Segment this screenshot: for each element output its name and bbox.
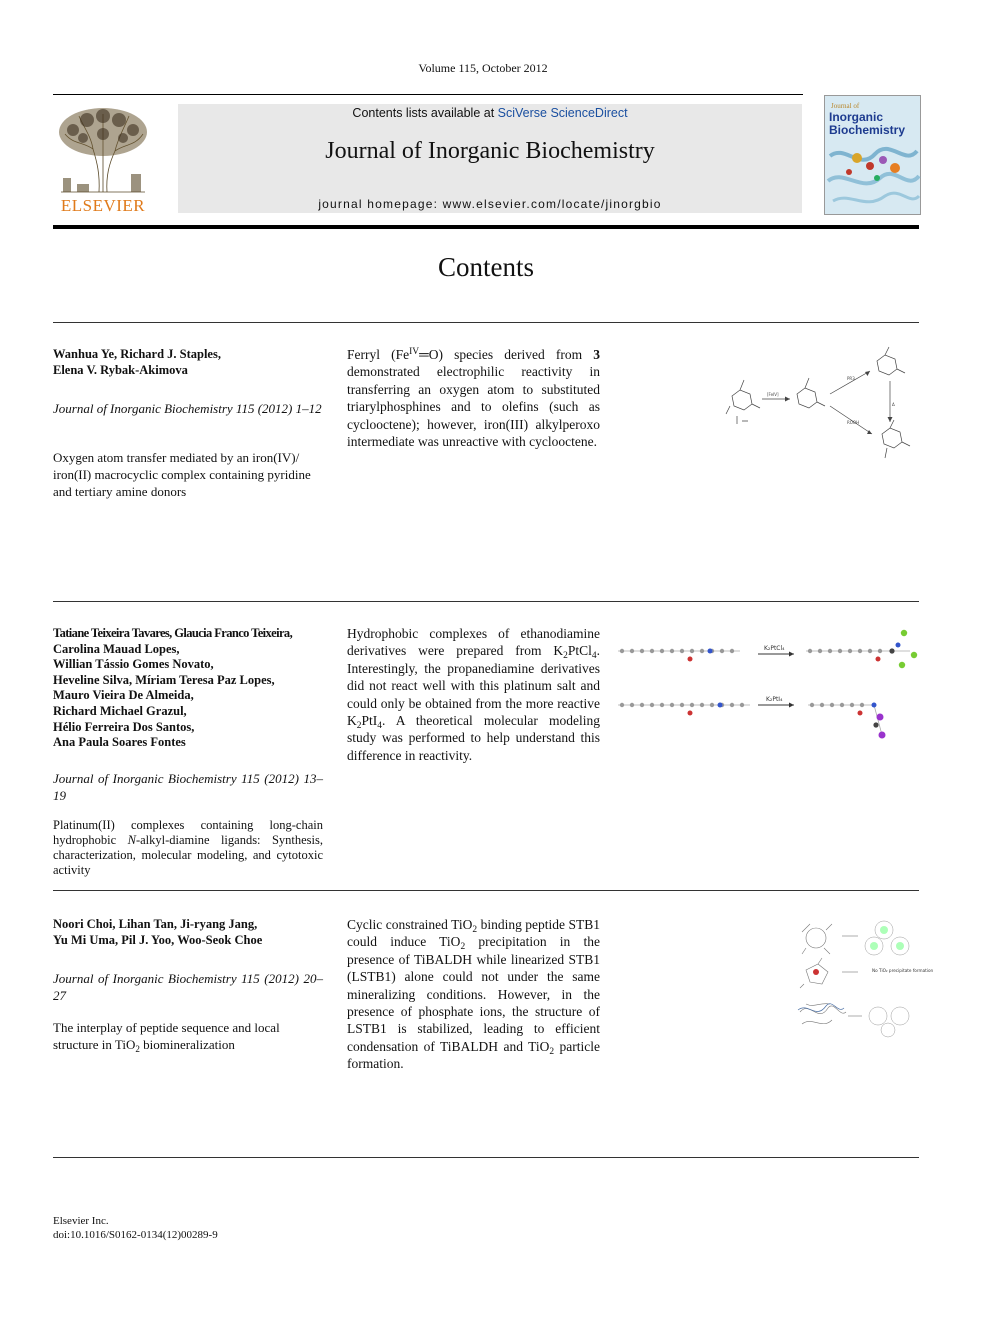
author-line: Willian Tássio Gomes Novato,: [53, 657, 214, 672]
article-1-graphical-abstract: [722, 346, 922, 468]
article-divider: [53, 890, 919, 891]
article-1-title[interactable]: Oxygen atom transfer mediated by an iron(IV)/ iron(II) macrocyclic complex containing pyridine and tertiary amine donors: [53, 450, 311, 499]
elsevier-wordmark: ELSEVIER: [60, 196, 146, 215]
article-2-graphical-abstract: [612, 625, 920, 745]
article-3-authors: [53, 917, 325, 948]
author-line: Elena V. Rybak-Akimova: [53, 362, 188, 377]
article-divider: [53, 322, 919, 323]
svg-text:[FeIV]: [FeIV]: [767, 392, 779, 397]
svg-text:Biochemistry: Biochemistry: [829, 123, 906, 137]
reagent-label: K₂PtI₄: [766, 696, 783, 703]
no-precipitate-label: No TiO₂ precipitate formation: [872, 968, 934, 973]
author-line: Yu Mi Uma, Pil J. Yoo, Woo-Seok Choe: [53, 932, 263, 947]
article-3-abstract: Cyclic constrained TiO$_2$ binding peptide STB1 could induce TiO$_2$ precipitation in the presence of TiBALDH while linearized STB1 (LSTB1) alone could not under the same mineralizing conditions. However, in the presence of phosphate ions, the structure of LSTB1 is stabilized, leading to efficient condensation of TiBALDH and TiO$_2$ particle formation.: [347, 917, 601, 1072]
article-2-title[interactable]: Platinum(II) complexes containing long-chain hydrophobic N-alkyl-diamine ligands: Synthesis, characterization, molecular modeling, and cytotoxic activity: [53, 818, 324, 877]
author-line: Mauro Vieira De Almeida,: [53, 688, 194, 703]
author-line: Richard Michael Grazul,: [53, 703, 187, 718]
journal-homepage[interactable]: journal homepage: www.elsevier.com/locate/jinorgbio: [318, 197, 662, 211]
bottom-divider: [53, 1157, 919, 1158]
journal-title: Journal of Inorganic Biochemistry: [325, 138, 655, 164]
svg-text:PR3: PR3: [847, 376, 855, 381]
article-1-abstract: Ferryl $(Fe^{IV}═O)$ species derived from 3 demonstrated electrophilic reactivity in transferring an oxygen atom to substituted triarylphosphines and to olefins (such as cyclooctene); however, iron(III) alkylperoxo intermediate was unreactive with cyclooctene.: [347, 347, 601, 450]
svg-text:Journal of: Journal of: [831, 102, 860, 110]
article-2-abstract: Hydrophobic complexes of ethanodiamine derivatives were prepared from $K_2PtCl_4$. Interestingly, the propanediamine derivatives did not react well with this platinum salt and could only be obtained from the more reactive $K_2PtI_4$. A theoretical molecular modeling study was performed to help understand this difference in reactivity.: [347, 626, 600, 763]
author-line: Wanhua Ye, Richard J. Staples,: [53, 347, 221, 361]
journal-cover-art: [825, 96, 920, 214]
article-3-citation[interactable]: Journal of Inorganic Biochemistry 115 (2012) 20–27: [53, 971, 323, 1003]
page-title: Contents: [437, 252, 534, 282]
doi[interactable]: doi:10.1016/S0162-0134(12)00289-9: [53, 1229, 218, 1241]
reagent-label: K₂PtCl₄: [764, 645, 785, 652]
article-2-citation[interactable]: Journal of Inorganic Biochemistry 115 (2012) 13–19: [53, 771, 323, 803]
page-footer: [53, 1214, 218, 1242]
elsevier-logo: [53, 104, 153, 214]
author-line: Carolina Mauad Lopes,: [53, 641, 180, 656]
header-thick-rule: [53, 225, 919, 229]
svg-text:Δ: Δ: [892, 402, 895, 407]
sciencedirect-link[interactable]: SciVerse ScienceDirect: [497, 106, 628, 120]
publisher-name: Elsevier Inc.: [53, 1215, 109, 1227]
article-1-citation[interactable]: Journal of Inorganic Biochemistry 115 (2012) 1–12: [53, 401, 322, 416]
article-3-graphical-abstract: [796, 912, 934, 1042]
header-divider: [53, 94, 803, 95]
author-line: Ana Paula Soares Fontes: [53, 735, 186, 750]
svg-text:ROOH: ROOH: [847, 420, 860, 425]
svg-text:Inorganic: Inorganic: [829, 110, 884, 124]
contents-lists-line: [178, 106, 802, 120]
article-3-title[interactable]: The interplay of peptide sequence and local structure in TiO$_2$ biomineralization: [53, 1020, 280, 1054]
author-line: Hélio Ferreira Dos Santos,: [53, 719, 195, 734]
journal-cover: [824, 95, 921, 215]
article-1-authors: [53, 347, 325, 378]
article-2-authors: [53, 626, 325, 751]
author-line: Noori Choi, Lihan Tan, Ji-ryang Jang,: [53, 917, 258, 931]
contents-lists-text: Contents lists available at: [352, 106, 498, 120]
volume-info: Volume 115, October 2012: [418, 61, 548, 75]
author-line: Heveline Silva, Míriam Teresa Paz Lopes,: [53, 672, 275, 687]
author-line: Tatiane Teixeira Tavares, Glaucia Franco Teixeira,: [53, 626, 293, 640]
article-divider: [53, 601, 919, 602]
